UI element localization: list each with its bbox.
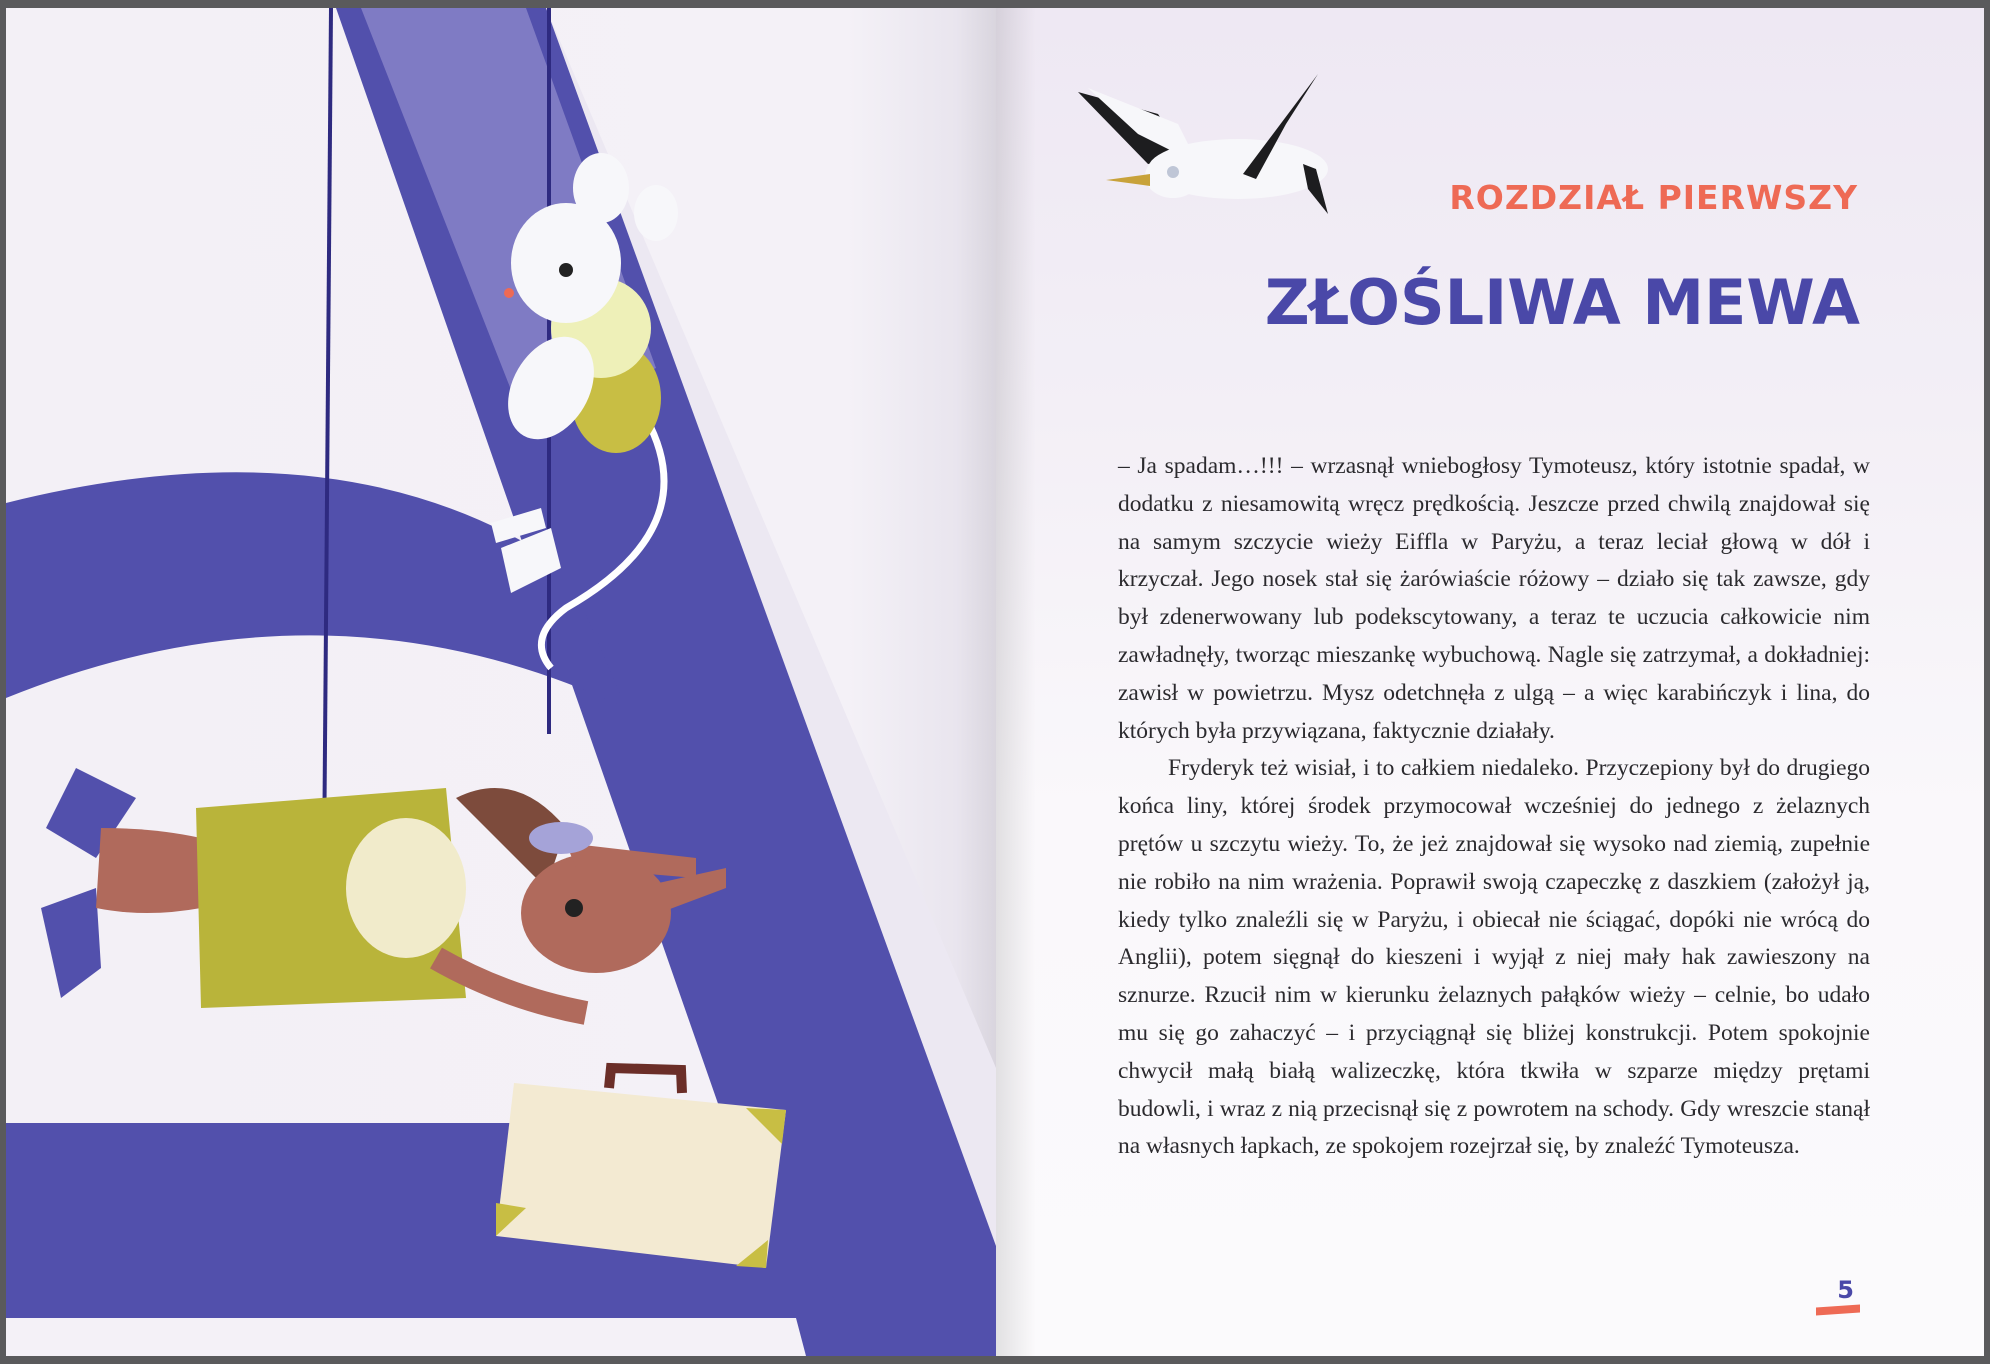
book-spread (6, 8, 1984, 1356)
body-text (1118, 448, 1870, 1166)
chapter-title: ZŁOŚLIWA MEWA (1264, 266, 1860, 339)
page-number-underline (1816, 1304, 1860, 1315)
eiffel-tower-illustration (6, 8, 996, 1356)
right-page (996, 8, 1984, 1356)
paragraph-2: Fryderyk też wisiał, i to całkiem niedaleko. Przyczepiony był do drugiego końca liny, której środek przymocował wcześniej do jednego z żelaznych prętów u szczytu wieży. To, że jeż znajdował się wysoko nad ziemią, zupełnie nie robiło na nim wrażenia. Poprawił swoją czapeczkę z daszkiem (założył ją, kiedy tylko znaleźli się w Paryżu, i obiecał nie ściągać, dopóki nie wrócą do Anglii), potem sięgnął do kieszeni i wyjął z niej mały hak zawieszony na sznurze. Rzucił nim w kierunku żelaznych pałąków wieży – celnie, bo udało mu się go zahaczyć – i przyciągnął się bliżej konstrukcji. Potem spokojnie chwycił małą białą walizeczkę, która tkwiła w szparze między prętami budowli, i wraz z nią przecisnął się z powrotem na schody. Gdy wreszcie stanął na własnych łapkach, ze spokojem rozejrzał się, by znaleźć Tymoteusza. (1118, 755, 1870, 1160)
paragraph-1: – Ja spadam…!!! – wrzasnął wniebogłosy Tymoteusz, który istotnie spadał, w dodatku z niesamowitą wręcz prędkością. Jeszcze przed chwilą znajdował się na samym szczycie wieży Eiffla w Paryżu, a teraz leciał głową w dół i krzyczał. Jego nosek stał się żarówiaście różowy – działo się tak zawsze, gdy był zdenerwowany lub podekscytowany, a teraz te uczucia całkowicie nim zawładnęły, tworząc mieszankę wybuchową. Nagle się zatrzymał, a dokładniej: zawisł w powietrzu. Mysz odetchnęła z ulgą – a więc karabińczyk i lina, do których była przywiązana, faktycznie działały. (1118, 453, 1870, 744)
page-number: 5 (1837, 1276, 1854, 1304)
chapter-label: ROZDZIAŁ PIERWSZY (1449, 178, 1858, 217)
left-page (6, 8, 996, 1356)
gutter-shadow (996, 8, 1036, 1356)
seagull-icon (1078, 64, 1398, 224)
